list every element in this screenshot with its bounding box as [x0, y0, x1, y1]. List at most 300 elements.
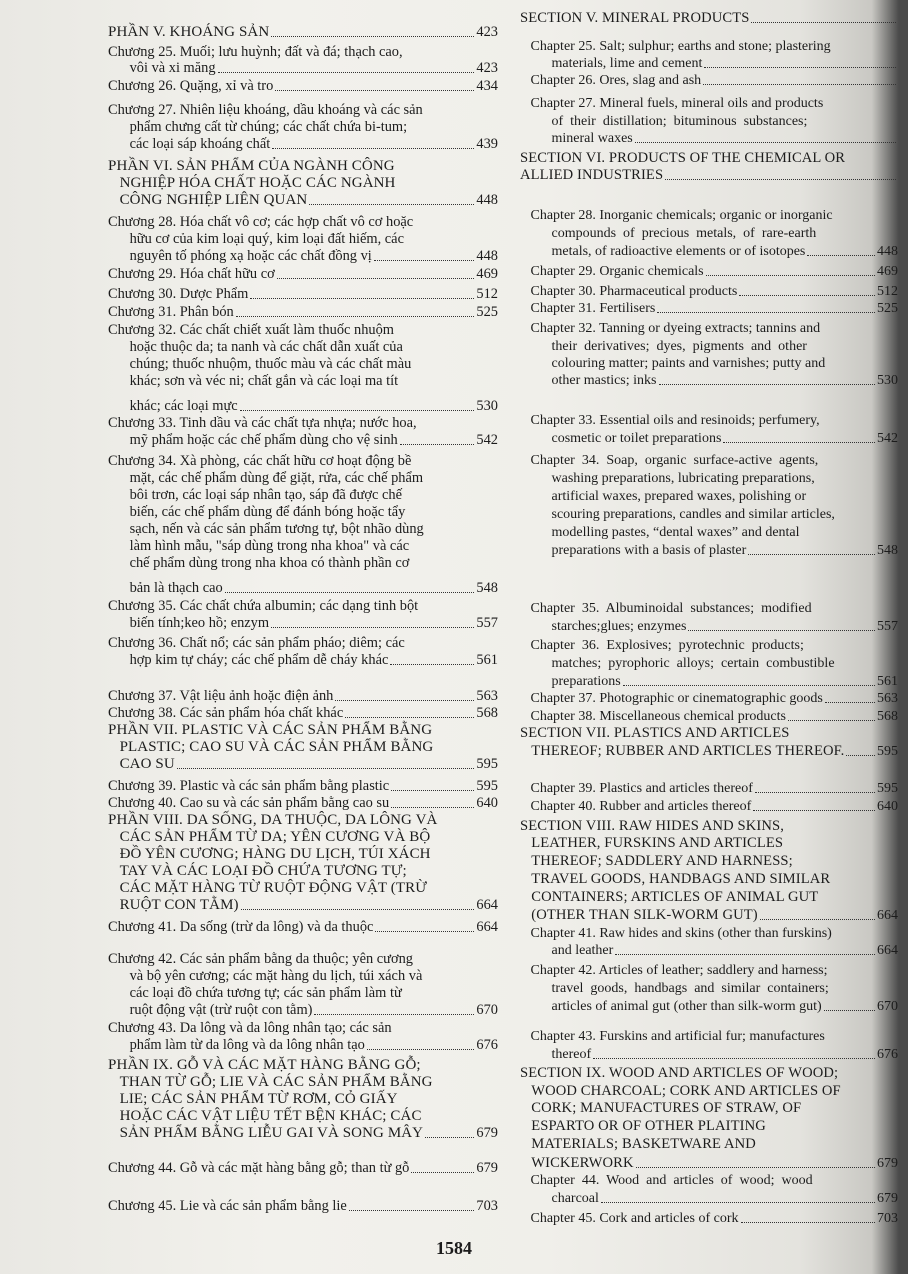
entry-text: RUỘT CON TẰM) [108, 897, 239, 913]
entry-text: sạch, nến và các sản phẩm tương tự, bột nhão dùng [108, 521, 424, 537]
entry-text: Chapter 41. Raw hides and skins (other than furskins) [520, 926, 832, 941]
chapter-entry-line [520, 1190, 898, 1207]
entry-text: PLASTIC; CAO SU VÀ CÁC SẢN PHẨM BẰNG [108, 739, 434, 755]
entry-text: Chapter 43. Furskins and artificial fur; manufactures [520, 1029, 825, 1044]
entry-text: PHẦN VII. PLASTIC VÀ CÁC SẢN PHẨM BẰNG [108, 722, 433, 738]
page-reference: 561 [476, 652, 498, 668]
chapter-entry-line [108, 432, 498, 449]
dot-leader [723, 442, 875, 443]
chapter-entry-line [520, 962, 898, 979]
entry-text: Chapter 45. Cork and articles of cork [520, 1211, 739, 1226]
dot-leader [741, 1222, 876, 1223]
section-heading-line [108, 158, 498, 175]
chapter-entry-line [108, 78, 498, 95]
chapter-entry-line [108, 231, 498, 248]
page-reference: 469 [877, 264, 898, 279]
section-heading-line [108, 846, 498, 863]
entry-text: THEREOF; RUBBER AND ARTICLES THEREOF. [520, 743, 845, 759]
entry-text: CAO SU [108, 756, 175, 772]
section-heading-line [108, 897, 498, 914]
chapter-entry-line [108, 555, 498, 572]
chapter-entry-line [108, 635, 498, 652]
dot-leader [391, 790, 474, 791]
dot-leader [275, 90, 474, 91]
chapter-entry-line [108, 1037, 498, 1054]
entry-text: phẩm chưng cất từ chúng; các chất chứa bi-tum; [108, 119, 408, 135]
chapter-entry-line [520, 225, 898, 242]
chapter-entry-line [520, 207, 898, 224]
entry-text: mỹ phẩm hoặc các chế phẩm dùng cho vệ sinh [108, 432, 398, 448]
entry-text: khác; sơn và véc ni; chất gắn và các loại ma tít [108, 373, 399, 389]
chapter-entry-line [108, 580, 498, 597]
page-number: 1584 [436, 1238, 472, 1258]
section-heading-line [108, 192, 498, 209]
dot-leader [271, 36, 474, 37]
dot-leader [309, 204, 474, 205]
entry-text: articles of animal gut (other than silk-worm gut) [520, 999, 822, 1014]
section-heading-line [108, 1125, 498, 1142]
chapter-entry-line [520, 243, 898, 260]
entry-text: bôi trơn, các loại sáp nhân tạo, sáp đã được chế [108, 487, 402, 503]
entry-text: Chương 29. Hóa chất hữu cơ [108, 266, 275, 282]
section-heading-line [108, 1108, 498, 1125]
chapter-entry-line [520, 524, 898, 541]
entry-text: other mastics; inks [520, 373, 657, 388]
page-reference: 548 [877, 543, 898, 558]
entry-text: Chapter 27. Mineral fuels, mineral oils and products [520, 96, 824, 111]
entry-text: bản là thạch cao [108, 580, 223, 596]
chapter-entry-line [520, 506, 898, 523]
section-heading-line [520, 835, 898, 852]
entry-text: Chương 38. Các sản phẩm hóa chất khác [108, 705, 344, 721]
entry-text: Chương 45. Lie và các sản phẩm bằng lie [108, 1198, 347, 1214]
page-reference: 448 [877, 244, 898, 259]
section-heading-line [520, 725, 898, 742]
entry-text: NGHIỆP HÓA CHẤT HOẶC CÁC NGÀNH [108, 175, 396, 191]
entry-text: preparations with a basis of plaster [520, 543, 747, 558]
page-reference: 439 [476, 136, 498, 152]
chapter-entry-line [520, 655, 898, 672]
chapter-entry-line [520, 798, 898, 815]
entry-text: Chapter 33. Essential oils and resinoids; perfumery, [520, 413, 820, 428]
chapter-entry-line [108, 266, 498, 283]
chapter-entry-line [108, 415, 498, 432]
dot-leader [636, 1167, 875, 1168]
entry-text: SECTION IX. WOOD AND ARTICLES OF WOOD; [520, 1065, 839, 1081]
dot-leader [688, 630, 875, 631]
section-heading-line [520, 1100, 898, 1117]
page-reference: 512 [877, 284, 898, 299]
chapter-entry-line [520, 998, 898, 1015]
entry-text: TRAVEL GOODS, HANDBAGS AND SIMILAR [520, 871, 831, 887]
entry-text: làm hình mẫu, "sáp dùng trong nha khoa" và các [108, 538, 410, 554]
dot-leader [704, 67, 896, 68]
dot-leader [807, 255, 875, 256]
page-reference: 557 [476, 615, 498, 631]
entry-text: Chương 25. Muối; lưu huỳnh; đất và đá; thạch cao, [108, 44, 403, 60]
chapter-entry-line [520, 283, 898, 300]
entry-text: travel goods, handbags and similar containers; [520, 981, 829, 996]
chapter-entry-line [108, 598, 498, 615]
chapter-entry-line [520, 72, 898, 89]
page-reference: 679 [877, 1191, 898, 1206]
section-heading-line [520, 1155, 898, 1172]
dot-leader [241, 909, 475, 910]
dot-leader [623, 685, 875, 686]
entry-text: Chapter 28. Inorganic chemicals; organic or inorganic [520, 208, 833, 223]
entry-text: ĐỒ YÊN CƯƠNG; HÀNG DU LỊCH, TÚI XÁCH [108, 846, 431, 862]
entry-text: Chapter 25. Salt; sulphur; earths and stone; plastering [520, 39, 831, 54]
entry-text: PHẦN VI. SẢN PHẨM CỦA NGÀNH CÔNG [108, 158, 395, 174]
entry-text: LEATHER, FURSKINS AND ARTICLES [520, 835, 784, 851]
dot-leader [659, 384, 876, 385]
entry-text: Chương 41. Da sống (trừ da lông) và da thuộc [108, 919, 374, 935]
chapter-entry-line [108, 322, 498, 339]
dot-leader [272, 148, 474, 149]
dot-leader [345, 717, 474, 718]
entry-text: CÔNG NGHIỆP LIÊN QUAN [108, 192, 308, 208]
entry-text: matches; pyrophoric alloys; certain combustible [520, 656, 835, 671]
section-heading-line [108, 756, 498, 773]
chapter-entry-line [520, 372, 898, 389]
dot-leader [665, 179, 896, 180]
chapter-entry-line [520, 300, 898, 317]
entry-text: ruột động vật (trừ ruột con tằm) [108, 1002, 313, 1018]
entry-text: Chương 37. Vật liệu ảnh hoặc điện ảnh [108, 688, 334, 704]
entry-text: biến tính;keo hồ; enzym [108, 615, 270, 631]
entry-text: thereof [520, 1047, 592, 1062]
entry-text: Chương 34. Xà phòng, các chất hữu cơ hoạt động bề [108, 453, 412, 469]
dot-leader [753, 810, 875, 811]
section-heading-line [108, 863, 498, 880]
dot-leader [825, 702, 875, 703]
chapter-entry-line [108, 778, 498, 795]
section-heading-line [520, 889, 898, 906]
dot-leader [271, 627, 474, 628]
page-reference: 423 [476, 24, 498, 40]
page-reference: 679 [476, 1160, 498, 1176]
chapter-entry-line [108, 1160, 498, 1177]
dot-leader [755, 792, 875, 793]
entry-text: Chương 26. Quặng, xỉ và tro [108, 78, 274, 94]
page-reference: 542 [476, 432, 498, 448]
chapter-entry-line [520, 338, 898, 355]
entry-text: scouring preparations, candles and similar articles, [520, 507, 835, 522]
dot-leader [739, 295, 875, 296]
entry-text: chế phẩm dùng trong nha khoa có thành phần cơ [108, 555, 410, 571]
section-heading-line [108, 739, 498, 756]
chapter-entry-line [520, 673, 898, 690]
entry-text: HOẶC CÁC VẬT LIỆU TẾT BỆN KHÁC; CÁC [108, 1108, 422, 1124]
dot-leader [400, 444, 475, 445]
chapter-entry-line [520, 618, 898, 635]
page-reference: 664 [476, 919, 498, 935]
chapter-entry-line [520, 263, 898, 280]
entry-text: các loại đồ chứa tương tự; các sản phẩm làm từ [108, 985, 402, 1001]
section-heading-line [108, 880, 498, 897]
entry-text: Chapter 42. Articles of leather; saddlery and harness; [520, 963, 828, 978]
entry-text: và bộ yên cương; các mặt hàng du lịch, túi xách và [108, 968, 423, 984]
page-reference: 434 [476, 78, 498, 94]
section-heading-line [520, 150, 898, 167]
page-reference: 542 [877, 431, 898, 446]
entry-text: compounds of precious metals, of rare-earth [520, 226, 817, 241]
entry-text: Chương 40. Cao su và các sản phẩm bằng cao su [108, 795, 390, 811]
entry-text: Chapter 36. Explosives; pyrotechnic products; [520, 638, 804, 653]
entry-text: WICKERWORK [520, 1155, 634, 1171]
page-reference: 448 [476, 248, 498, 264]
page-reference: 563 [476, 688, 498, 704]
entry-text: SẢN PHẨM BẰNG LIỄU GAI VÀ SONG MÂY [108, 1125, 424, 1141]
entry-text: mặt, các chế phẩm dùng để giặt, rửa, các chế phẩm [108, 470, 424, 486]
dot-leader [703, 84, 896, 85]
page-reference: 530 [877, 373, 898, 388]
entry-text: Chapter 35. Albuminoidal substances; modified [520, 601, 812, 616]
section-heading-line [520, 1083, 898, 1100]
page-reference: 525 [877, 301, 898, 316]
dot-leader [236, 316, 475, 317]
entry-text: Chương 33. Tinh dầu và các chất tựa nhựa; nước hoa, [108, 415, 417, 431]
chapter-entry-line [108, 286, 498, 303]
chapter-entry-line [108, 487, 498, 504]
entry-text: CÁC SẢN PHẨM TỪ DA; YÊN CƯƠNG VÀ BỘ [108, 829, 431, 845]
dot-leader [314, 1014, 474, 1015]
chapter-entry-line [520, 130, 898, 147]
entry-text: SECTION VI. PRODUCTS OF THE CHEMICAL OR [520, 150, 846, 166]
entry-text: SECTION V. MINERAL PRODUCTS [520, 10, 750, 26]
dot-leader [240, 410, 475, 411]
dot-leader [218, 72, 475, 73]
entry-text: starches;glues; enzymes [520, 619, 687, 634]
dot-leader [706, 275, 875, 276]
dot-leader [425, 1137, 474, 1138]
page-reference: 563 [877, 691, 898, 706]
chapter-entry-line [108, 60, 498, 77]
entry-text: mineral waxes [520, 131, 633, 146]
entry-text: preparations [520, 674, 621, 689]
chapter-entry-line [108, 1002, 498, 1019]
chapter-entry-line [108, 615, 498, 632]
entry-text: Chapter 34. Soap, organic surface-active agents, [520, 453, 819, 468]
entry-text: Chương 35. Các chất chứa albumin; các dạng tinh bột [108, 598, 419, 614]
page-reference: 423 [476, 60, 498, 76]
entry-text: ESPARTO OR OF OTHER PLAITING [520, 1118, 766, 1134]
section-heading-line [520, 1065, 898, 1082]
section-heading-line [520, 853, 898, 870]
chapter-entry-line [108, 214, 498, 231]
page-reference: 703 [877, 1211, 898, 1226]
chapter-entry-line [520, 542, 898, 559]
dot-leader [846, 755, 875, 756]
page-reference: 595 [877, 744, 898, 759]
entry-text: Chapter 44. Wood and articles of wood; wood [520, 1173, 813, 1188]
entry-text: các loại sáp khoáng chất [108, 136, 271, 152]
chapter-entry-line [108, 119, 498, 136]
dot-leader [760, 919, 875, 920]
entry-text: biến, các chế phẩm dùng để đánh bóng hoặc tẩy [108, 504, 406, 520]
page-reference: 448 [476, 192, 498, 208]
section-heading-line [520, 10, 898, 27]
dot-leader [349, 1210, 475, 1211]
dot-leader [751, 22, 896, 23]
page-reference: 679 [877, 1156, 898, 1171]
chapter-entry-line [108, 919, 498, 936]
section-heading-line [520, 907, 898, 924]
page-reference: 664 [877, 908, 898, 923]
dot-leader [335, 700, 474, 701]
chapter-entry-line [520, 690, 898, 707]
chapter-entry-line [520, 708, 898, 725]
entry-text: colouring matter; paints and varnishes; putty and [520, 356, 826, 371]
dot-leader [635, 142, 896, 143]
page-reference: 664 [476, 897, 498, 913]
page-reference: 530 [476, 398, 498, 414]
chapter-entry-line [520, 488, 898, 505]
entry-text: charcoal [520, 1191, 599, 1206]
page-reference: 548 [476, 580, 498, 596]
entry-text: THAN TỪ GỖ; LIE VÀ CÁC SẢN PHẨM BẰNG [108, 1074, 433, 1090]
page-reference: 679 [476, 1125, 498, 1141]
entry-text: PHẦN V. KHOÁNG SẢN [108, 24, 270, 40]
dot-leader [788, 720, 875, 721]
chapter-entry-line [520, 1028, 898, 1045]
entry-text: Chương 27. Nhiên liệu khoáng, dầu khoáng và các sản [108, 102, 423, 118]
dot-leader [375, 931, 474, 932]
entry-text: PHẦN IX. GỖ VÀ CÁC MẶT HÀNG BẰNG GỖ; [108, 1057, 421, 1073]
entry-text: CÁC MẶT HÀNG TỪ RUỘT ĐỘNG VẬT (TRỪ [108, 880, 427, 896]
section-heading-line [520, 1118, 898, 1135]
chapter-entry-line [108, 373, 498, 390]
page-reference: 664 [877, 943, 898, 958]
entry-text: Chapter 40. Rubber and articles thereof [520, 799, 752, 814]
entry-text: Chapter 38. Miscellaneous chemical products [520, 709, 786, 724]
page-reference: 557 [877, 619, 898, 634]
page-reference: 568 [877, 709, 898, 724]
chapter-entry-line [108, 652, 498, 669]
chapter-entry-line [108, 538, 498, 555]
dot-leader [225, 592, 475, 593]
entry-text: chúng; thuốc nhuộm, thuốc màu và các chất màu [108, 356, 412, 372]
chapter-entry-line [520, 1172, 898, 1189]
dot-leader [657, 312, 875, 313]
chapter-entry-line [520, 452, 898, 469]
chapter-entry-line [520, 980, 898, 997]
section-heading-line [108, 175, 498, 192]
entry-text: and leather [520, 943, 614, 958]
dot-leader [390, 664, 474, 665]
dot-leader [593, 1058, 875, 1059]
entry-text: hợp kim tự cháy; các chế phẩm dễ cháy khác [108, 652, 389, 668]
entry-text: hữu cơ của kim loại quý, kim loại đất hiếm, các [108, 231, 404, 247]
entry-text: Chapter 26. Ores, slag and ash [520, 73, 702, 88]
entry-text: Chương 31. Phân bón [108, 304, 234, 320]
entry-text: cosmetic or toilet preparations [520, 431, 722, 446]
entry-text: materials, lime and cement [520, 56, 703, 71]
dot-leader [277, 278, 475, 279]
chapter-entry-line [520, 320, 898, 337]
chapter-entry-line [520, 355, 898, 372]
entry-text: PHẦN VIII. DA SỐNG, DA THUỘC, DA LÔNG VÀ [108, 812, 438, 828]
entry-text: LIE; CÁC SẢN PHẨM TỪ RƠM, CỎ GIẤY [108, 1091, 398, 1107]
chapter-entry-line [108, 795, 498, 812]
section-heading-line [108, 1057, 498, 1074]
chapter-entry-line [108, 339, 498, 356]
entry-text: of their distillation; bituminous substances; [520, 114, 808, 129]
entry-text: TAY VÀ CÁC LOẠI ĐỒ CHỨA TƯƠNG TỰ; [108, 863, 407, 879]
chapter-entry-line [520, 113, 898, 130]
chapter-entry-line [520, 95, 898, 112]
entry-text: (OTHER THAN SILK-WORM GUT) [520, 907, 758, 923]
page-reference: 561 [877, 674, 898, 689]
entry-text: CONTAINERS; ARTICLES OF ANIMAL GUT [520, 889, 819, 905]
dot-leader [250, 298, 474, 299]
entry-text: Chapter 39. Plastics and articles thereof [520, 781, 753, 796]
chapter-entry-line [108, 521, 498, 538]
chapter-entry-line [520, 780, 898, 797]
chapter-entry-line [108, 248, 498, 265]
entry-text: Chương 39. Plastic và các sản phẩm bằng plastic [108, 778, 390, 794]
entry-text: Chương 30. Dược Phẩm [108, 286, 249, 302]
section-heading-line [520, 871, 898, 888]
page-reference: 640 [877, 799, 898, 814]
page-reference: 595 [877, 781, 898, 796]
chapter-entry-line [108, 504, 498, 521]
entry-text: Chương 36. Chất nổ; các sản phẩm pháo; diêm; các [108, 635, 405, 651]
chapter-entry-line [108, 705, 498, 722]
chapter-entry-line [520, 925, 898, 942]
chapter-entry-line [520, 600, 898, 617]
page-reference: 676 [877, 1047, 898, 1062]
entry-text: ALLIED INDUSTRIES [520, 167, 664, 183]
chapter-entry-line [108, 1020, 498, 1037]
entry-text: Chương 42. Các sản phẩm bằng da thuộc; yên cương [108, 951, 413, 967]
dot-leader [177, 768, 475, 769]
dot-leader [367, 1049, 475, 1050]
entry-text: Chapter 29. Organic chemicals [520, 264, 704, 279]
section-heading-line [520, 167, 898, 184]
page-reference: 568 [476, 705, 498, 721]
page-reference: 640 [476, 795, 498, 811]
page-reference: 595 [476, 778, 498, 794]
section-heading-line [520, 1136, 898, 1153]
entry-text: hoặc thuộc da; ta nanh và các chất dẫn xuất của [108, 339, 403, 355]
chapter-entry-line [108, 356, 498, 373]
chapter-entry-line [520, 430, 898, 447]
chapter-entry-line [108, 136, 498, 153]
entry-text: artificial waxes, prepared waxes, polishing or [520, 489, 807, 504]
page-reference: 670 [877, 999, 898, 1014]
entry-text: metals, of radioactive elements or of isotopes [520, 244, 806, 259]
entry-text: their derivatives; dyes, pigments and other [520, 339, 807, 354]
section-heading-line [108, 1091, 498, 1108]
page-reference: 676 [476, 1037, 498, 1053]
section-heading-line [520, 818, 898, 835]
chapter-entry-line [520, 38, 898, 55]
entry-text: Chapter 31. Fertilisers [520, 301, 656, 316]
chapter-entry-line [520, 637, 898, 654]
entry-text: Chapter 32. Tanning or dyeing extracts; tannins and [520, 321, 821, 336]
chapter-entry-line [108, 968, 498, 985]
dot-leader [824, 1010, 875, 1011]
dot-leader [374, 260, 475, 261]
dot-leader [601, 1202, 875, 1203]
chapter-entry-line [520, 55, 898, 72]
entry-text: Chương 43. Da lông và da lông nhân tạo; các sản [108, 1020, 392, 1036]
entry-text: vôi và xi măng [108, 60, 216, 76]
chapter-entry-line [108, 688, 498, 705]
section-heading-line [108, 812, 498, 829]
chapter-entry-line [520, 942, 898, 959]
